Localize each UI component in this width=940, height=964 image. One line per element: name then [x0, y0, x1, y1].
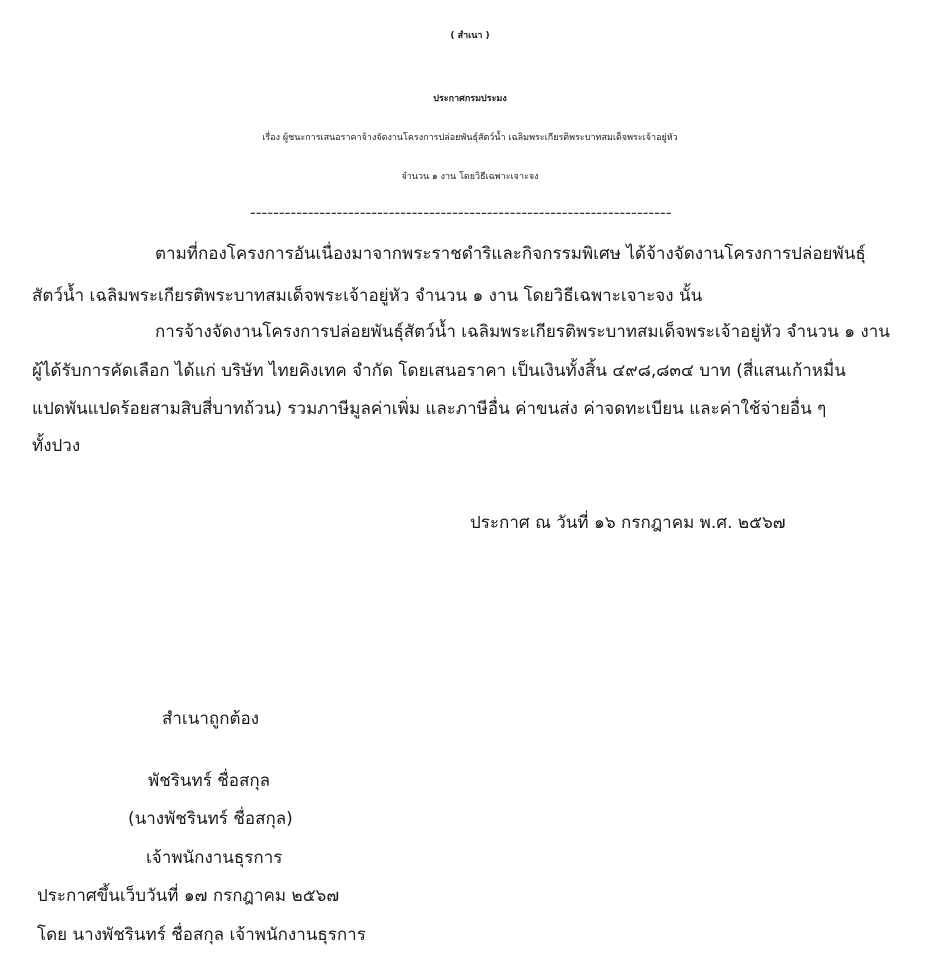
- paragraph-2-line-2: ผู้ได้รับการคัดเลือก ได้แก่ บริษัท ไทยคิงเทค จำกัด โดยเสนอราคา เป็นเงินทั้งสิ้น ๔๙๘,๘๓๔ บาท (สี่แสนเก้าหมื่น: [32, 361, 846, 381]
- signature-position: เจ้าพนักงานธุรการ: [146, 848, 283, 868]
- subject-line-1: เรื่อง ผู้ชนะการเสนอราคาจ้างจัดงานโครงการปล่อยพันธุ์สัตว์น้ำ เฉลิมพระเกียรติพระบาทสมเด็จพระเจ้าอยู่หัว: [262, 133, 678, 143]
- certified-copy: สำเนาถูกต้อง: [162, 709, 260, 729]
- paragraph-1-line-2: สัตว์น้ำ เฉลิมพระเกียรติพระบาทสมเด็จพระเจ้าอยู่หัว จำนวน ๑ งาน โดยวิธีเฉพาะเจาะจง นั้น: [32, 286, 703, 306]
- paragraph-2-line-3: แปดพันแปดร้อยสามสิบสี่บาทถ้วน) รวมภาษีมูลค่าเพิ่ม และภาษีอื่น ค่าขนส่ง ค่าจดทะเบียน และค่าใช้จ่ายอื่น ๆ: [32, 399, 827, 419]
- paragraph-2-line-4: ทั้งปวง: [32, 436, 81, 456]
- web-posted-date: ประกาศขึ้นเว็บวันที่ ๑๗ กรกฎาคม ๒๕๖๗: [37, 886, 340, 906]
- copy-heading: ( สำเนา ): [450, 31, 490, 41]
- posted-by: โดย นางพัชรินทร์ ชื่อสกุล เจ้าพนักงานธุรการ: [37, 925, 366, 945]
- subject-line-2: จำนวน ๑ งาน โดยวิธีเฉพาะเจาะจง: [401, 172, 539, 182]
- divider-line: -------------------------------------------------------------------------: [250, 203, 672, 222]
- paragraph-1-line-1: ตามที่กองโครงการอันเนื่องมาจากพระราชดำริและกิจกรรมพิเศษ ได้จ้างจัดงานโครงการปล่อยพันธุ์: [155, 244, 866, 264]
- announce-date: ประกาศ ณ วันที่ ๑๖ กรกฎาคม พ.ศ. ๒๕๖๗: [470, 513, 786, 533]
- organization-title: ประกาศกรมประมง: [433, 94, 507, 104]
- paragraph-2-line-1: การจ้างจัดงานโครงการปล่อยพันธุ์สัตว์น้ำ เฉลิมพระเกียรติพระบาทสมเด็จพระเจ้าอยู่หัว จำนวน ๑ งาน: [155, 322, 890, 342]
- signature-name: พัชรินทร์ ชื่อสกุล: [148, 771, 271, 791]
- signature-fullname: (นางพัชรินทร์ ชื่อสกุล): [128, 809, 293, 829]
